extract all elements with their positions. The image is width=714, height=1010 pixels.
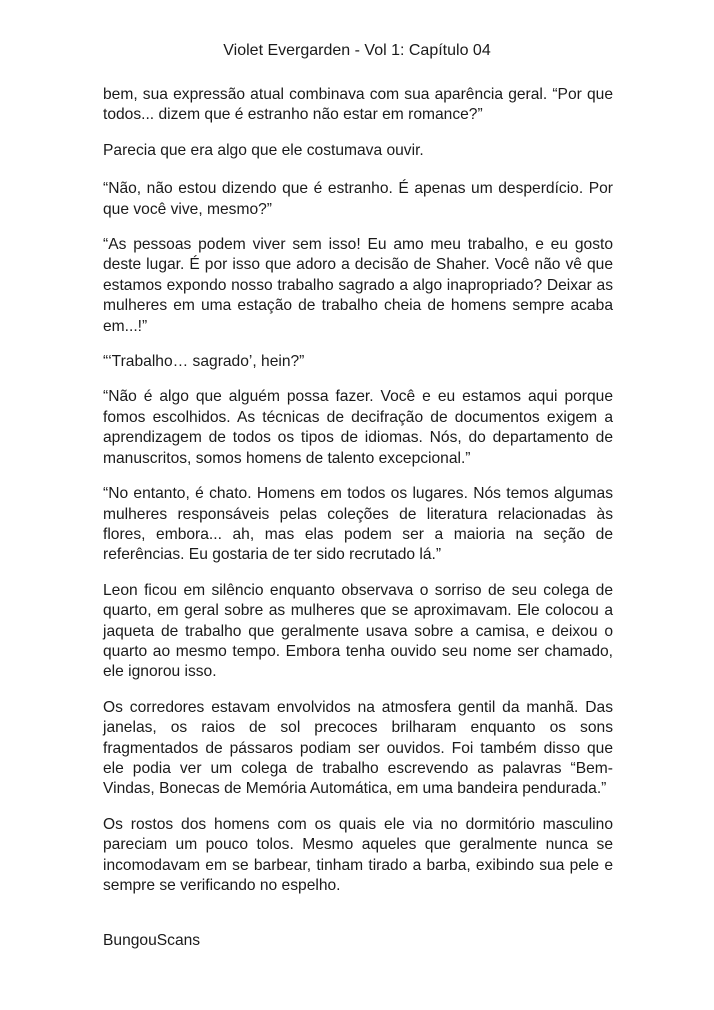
paragraph: Parecia que era algo que ele costumava ouvir. — [103, 141, 424, 159]
paragraph: “Não é algo que alguém possa fazer. Você e eu estamos aqui porque fomos escolhidos. As técnicas de decifração de documentos exigem a aprendizagem de todos os tipos de idiomas. Nós, do departamento de manuscritos, somos homens de talento excepcional.” — [103, 388, 613, 467]
chapter-body — [103, 85, 613, 911]
paragraph: “Não, não estou dizendo que é estranho. É apenas um desperdício. Por que você vive, mesmo?” — [103, 180, 613, 218]
paragraph: Leon ficou em silêncio enquanto observava o sorriso de seu colega de quarto, em geral sobre as mulheres que se aproximavam. Ele colocou a jaqueta de trabalho que geralmente usava sobre a camisa, e deixou o quarto ao mesmo tempo. Embora tenha ouvido seu nome ser chamado, ele ignorou isso. — [103, 581, 613, 681]
paragraph: Os corredores estavam envolvidos na atmosfera gentil da manhã. Das janelas, os raios de sol precoces brilharam enquanto os sons fragmentados de pássaros podiam ser ouvidos. Foi também disso que ele podia ver um colega de trabalho escrevendo as palavras “Bem-Vindas, Bonecas de Memória Automática, em uma bandeira pendurada.” — [103, 698, 613, 798]
paragraph: “No entanto, é chato. Homens em todos os lugares. Nós temos algumas mulheres responsáveis pelas coleções de literatura relacionadas às flores, embora... ah, mas elas podem ser a maioria na seção de referências. Eu gostaria de ter sido recrutado lá.” — [103, 485, 613, 564]
paragraph: Os rostos dos homens com os quais ele via no dormitório masculino pareciam um pouco tolos. Mesmo aqueles que geralmente nunca se incomodavam em se barbear, tinham tirado a barba, exibindo sua pele e sempre se verificando no espelho. — [103, 815, 613, 894]
paragraph: bem, sua expressão atual combinava com sua aparência geral. “Por que todos... dizem que é estranho não estar em romance?” — [103, 86, 613, 124]
paragraph: “‘Trabalho… sagrado’, hein?” — [103, 353, 305, 371]
footer-credit: BungouScans — [103, 932, 201, 949]
paragraph: “As pessoas podem viver sem isso! Eu amo meu trabalho, e eu gosto deste lugar. É por isso que adoro a decisão de Shaher. Você não vê que estamos expondo nosso trabalho sagrado a algo inapropriado? Deixar as mulheres em uma estação de trabalho cheia de homens sempre acaba em...!” — [103, 236, 613, 335]
page-header-title: Violet Evergarden - Vol 1: Capítulo 04 — [223, 42, 491, 59]
